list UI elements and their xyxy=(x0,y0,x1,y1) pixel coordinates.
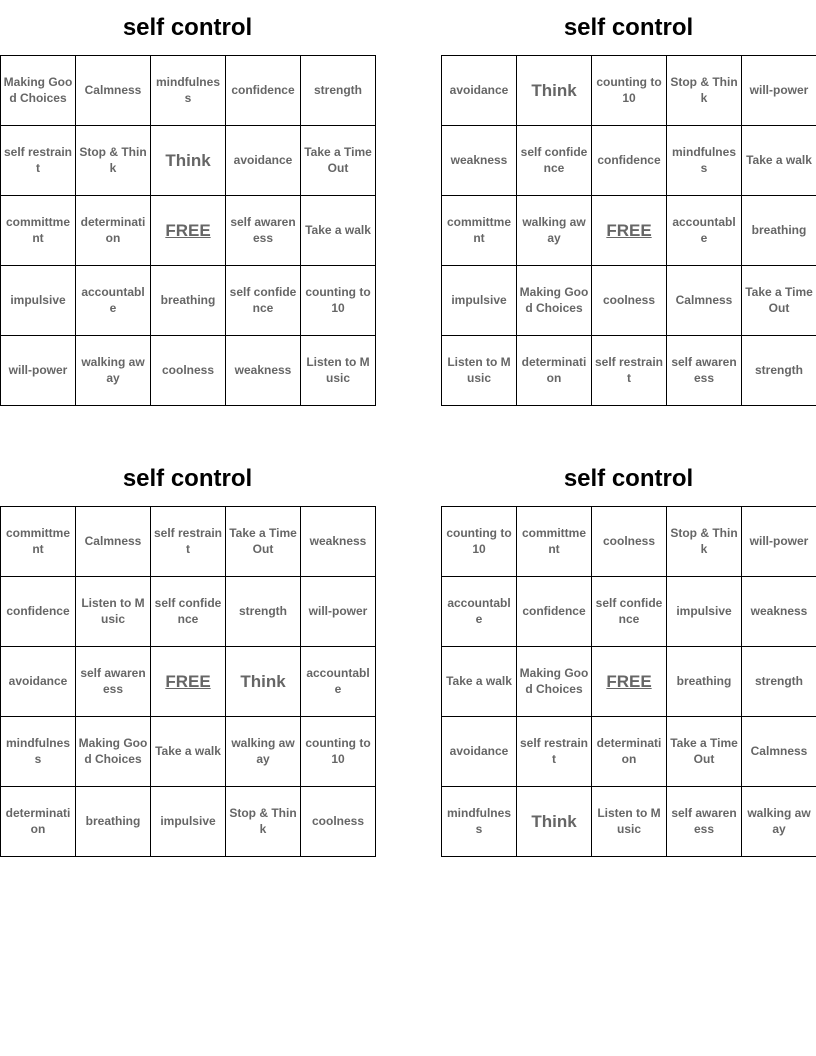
grid-cell: determination xyxy=(517,336,592,406)
grid-row xyxy=(1,507,376,577)
bingo-card xyxy=(441,451,816,857)
grid-cell: Take a walk xyxy=(742,126,816,196)
grid-cell: coolness xyxy=(592,266,667,336)
grid-cell: Making Good Choices xyxy=(76,717,151,787)
grid-row xyxy=(1,647,376,717)
grid-cell: counting to 10 xyxy=(301,717,376,787)
grid-cell: confidence xyxy=(517,577,592,647)
grid-cell: self confidence xyxy=(226,266,301,336)
grid-row xyxy=(442,266,816,336)
grid-cell: impulsive xyxy=(151,787,226,857)
grid-cell: weakness xyxy=(742,577,816,647)
grid-cell: Listen to Music xyxy=(76,577,151,647)
grid-cell: breathing xyxy=(742,196,816,266)
grid-cell: weakness xyxy=(301,507,376,577)
grid-cell: self restraint xyxy=(151,507,226,577)
grid-cell: breathing xyxy=(667,647,742,717)
bingo-card xyxy=(0,0,375,406)
grid-cell: Stop & Think xyxy=(667,507,742,577)
grid-cell: Making Good Choices xyxy=(517,266,592,336)
grid-cell: mindfulness xyxy=(667,126,742,196)
free-space: FREE xyxy=(151,647,226,717)
grid-cell: Take a Time Out xyxy=(667,717,742,787)
grid-cell: avoidance xyxy=(226,126,301,196)
grid-cell: breathing xyxy=(76,787,151,857)
grid-cell: counting to 10 xyxy=(442,507,517,577)
grid-cell: Take a walk xyxy=(301,196,376,266)
grid-cell: confidence xyxy=(226,56,301,126)
grid-cell: impulsive xyxy=(667,577,742,647)
grid-cell: Listen to Music xyxy=(442,336,517,406)
grid-cell: will-power xyxy=(742,56,816,126)
grid-row xyxy=(1,787,376,857)
grid-cell: committment xyxy=(442,196,517,266)
grid-cell: coolness xyxy=(151,336,226,406)
grid-row xyxy=(1,336,376,406)
bingo-card xyxy=(441,0,816,406)
grid-cell: walking away xyxy=(76,336,151,406)
free-space: FREE xyxy=(151,196,226,266)
free-space: FREE xyxy=(592,647,667,717)
grid-cell: impulsive xyxy=(1,266,76,336)
grid-row xyxy=(1,717,376,787)
grid-cell: accountable xyxy=(667,196,742,266)
grid-cell: self confidence xyxy=(592,577,667,647)
card-title: self control xyxy=(563,14,694,41)
grid-cell: Making Good Choices xyxy=(1,56,76,126)
grid-cell: breathing xyxy=(151,266,226,336)
grid-cell: self confidence xyxy=(517,126,592,196)
grid-row xyxy=(442,507,816,577)
grid-row xyxy=(1,196,376,266)
grid-row xyxy=(442,196,816,266)
grid-cell: self restraint xyxy=(1,126,76,196)
grid-cell: accountable xyxy=(442,577,517,647)
grid-cell: Take a walk xyxy=(442,647,517,717)
bingo-grid xyxy=(441,55,816,406)
grid-cell: Take a Time Out xyxy=(742,266,816,336)
grid-cell: will-power xyxy=(742,507,816,577)
grid-row xyxy=(1,56,376,126)
grid-cell: confidence xyxy=(592,126,667,196)
grid-cell: Think xyxy=(517,787,592,857)
grid-cell: strength xyxy=(301,56,376,126)
grid-cell: accountable xyxy=(76,266,151,336)
grid-row xyxy=(442,56,816,126)
grid-cell: Take a Time Out xyxy=(301,126,376,196)
grid-cell: walking away xyxy=(517,196,592,266)
grid-cell: Listen to Music xyxy=(592,787,667,857)
grid-cell: walking away xyxy=(226,717,301,787)
grid-row xyxy=(442,717,816,787)
grid-cell: confidence xyxy=(1,577,76,647)
grid-cell: self awareness xyxy=(667,336,742,406)
grid-row xyxy=(442,336,816,406)
grid-row xyxy=(1,577,376,647)
free-space: FREE xyxy=(592,196,667,266)
grid-cell: coolness xyxy=(592,507,667,577)
grid-cell: Take a Time Out xyxy=(226,507,301,577)
grid-cell: strength xyxy=(226,577,301,647)
grid-row xyxy=(442,647,816,717)
grid-cell: avoidance xyxy=(442,56,517,126)
grid-cell: Calmness xyxy=(76,507,151,577)
bingo-grid xyxy=(0,506,376,857)
grid-cell: strength xyxy=(742,336,816,406)
grid-cell: Listen to Music xyxy=(301,336,376,406)
grid-cell: mindfulness xyxy=(151,56,226,126)
grid-row xyxy=(1,266,376,336)
grid-cell: avoidance xyxy=(442,717,517,787)
grid-row xyxy=(442,126,816,196)
grid-cell: accountable xyxy=(301,647,376,717)
grid-cell: committment xyxy=(1,507,76,577)
grid-cell: counting to 10 xyxy=(301,266,376,336)
grid-cell: self restraint xyxy=(592,336,667,406)
bingo-grid xyxy=(441,506,816,857)
grid-cell: self awareness xyxy=(226,196,301,266)
grid-cell: impulsive xyxy=(442,266,517,336)
grid-cell: Think xyxy=(226,647,301,717)
grid-cell: self awareness xyxy=(667,787,742,857)
grid-cell: strength xyxy=(742,647,816,717)
grid-cell: Calmness xyxy=(742,717,816,787)
grid-cell: Making Good Choices xyxy=(517,647,592,717)
grid-cell: determination xyxy=(1,787,76,857)
card-title: self control xyxy=(122,14,253,41)
grid-cell: committment xyxy=(1,196,76,266)
grid-cell: committment xyxy=(517,507,592,577)
grid-cell: self awareness xyxy=(76,647,151,717)
grid-cell: avoidance xyxy=(1,647,76,717)
card-title: self control xyxy=(563,465,694,492)
grid-cell: self confidence xyxy=(151,577,226,647)
bingo-card xyxy=(0,451,375,857)
grid-cell: weakness xyxy=(226,336,301,406)
grid-cell: Think xyxy=(151,126,226,196)
bingo-grid xyxy=(0,55,376,406)
grid-cell: self restraint xyxy=(517,717,592,787)
grid-cell: Take a walk xyxy=(151,717,226,787)
grid-cell: Stop & Think xyxy=(226,787,301,857)
grid-cell: mindfulness xyxy=(442,787,517,857)
grid-cell: Think xyxy=(517,56,592,126)
grid-cell: Calmness xyxy=(667,266,742,336)
grid-cell: Calmness xyxy=(76,56,151,126)
card-title: self control xyxy=(122,465,253,492)
grid-row xyxy=(1,126,376,196)
grid-cell: Stop & Think xyxy=(76,126,151,196)
grid-cell: determination xyxy=(592,717,667,787)
grid-cell: mindfulness xyxy=(1,717,76,787)
grid-row xyxy=(442,577,816,647)
grid-cell: will-power xyxy=(301,577,376,647)
grid-cell: counting to 10 xyxy=(592,56,667,126)
grid-cell: Stop & Think xyxy=(667,56,742,126)
grid-row xyxy=(442,787,816,857)
grid-cell: walking away xyxy=(742,787,816,857)
grid-cell: weakness xyxy=(442,126,517,196)
grid-cell: coolness xyxy=(301,787,376,857)
grid-cell: determination xyxy=(76,196,151,266)
grid-cell: will-power xyxy=(1,336,76,406)
